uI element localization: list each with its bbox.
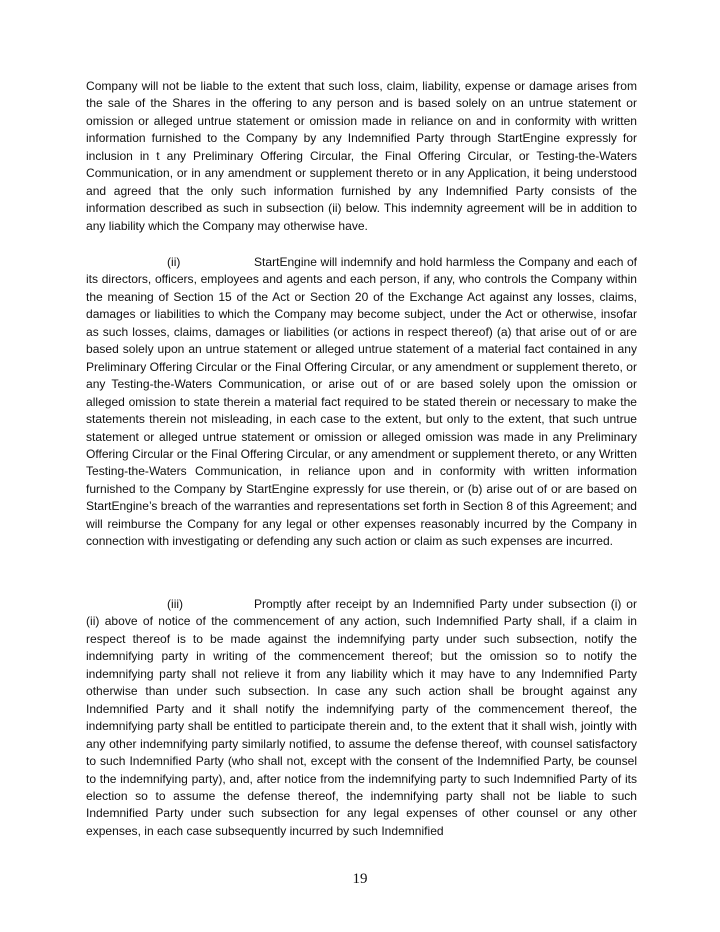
paragraph-continuation <box>86 78 637 235</box>
paragraph-1-text: Company will not be liable to the extent that such loss, claim, liability, expense or damage arises from the sale of the Shares in the offering to any person and is based solely on an untrue statement or omission or alleged untrue statement or omission made in reliance on and in conformity with written information furnished to the Company by any Indemnified Party through StartEngine expressly for inclusion in t any Preliminary Offering Circular, the Final Offering Circular, or Testing-the-Waters Communication, or in any amendment or supplement thereto or in any Application, it being understood and agreed that the only such information furnished by any Indemnified Party consists of the information described as such in subsection (ii) below. This indemnity agreement will be in addition to any liability which the Company may otherwise have. <box>86 79 637 233</box>
paragraph-iii-number: (iii) <box>167 597 184 611</box>
paragraph-ii <box>86 254 637 551</box>
paragraph-ii-body <box>86 254 637 551</box>
paragraph-ii-text: StartEngine will indemnify and hold harmless the Company and each of its directors, officers, employees and agents and each person, if any, who controls the Company within the meaning of Section 15 of the Act or Section 20 of the Exchange Act against any losses, claims, damages or liabilities to which the Company may become subject, under the Act or otherwise, insofar as such losses, claims, damages or liabilities (or actions in respect thereof) (a) that arise out of or are based solely upon an untrue statement or alleged untrue statement of a material fact contained in any Preliminary Offering Circular or the Final Offering Circular, or any amendment or supplement thereto, or any Testing-the-Waters Communication, or arise out of or are based solely upon the omission or alleged omission to state therein a material fact required to be stated therein or necessary to make the statements therein not misleading, in each case to the extent, but only to the extent, that such untrue statement or alleged untrue statement or omission or alleged omission was made in any Preliminary Offering Circular or the Final Offering Circular, or any amendment or supplement thereto, or any Written Testing-the-Waters Communication, in reliance upon and in conformity with written information furnished to the Company by StartEngine expressly for use therein, or (b) arise out of or are based on StartEngine’s breach of the warranties and representations set forth in Section 8 of this Agreement; and will reimburse the Company for any legal or other expenses reasonably incurred by the Company in connection with investigating or defending any such action or claim as such expenses are incurred. <box>86 255 637 549</box>
paragraph-iii-text: Promptly after receipt by an Indemnified Party under subsection (i) or (ii) above of notice of the commencement of any action, such Indemnified Party shall, if a claim in respect thereof is to be made against the indemnifying party under such subsection, notify the indemnifying party in writing of the commencement thereof; but the omission so to notify the indemnifying party shall not relieve it from any liability which it may have to any Indemnified Party otherwise than under such subsection. In case any such action shall be brought against any Indemnified Party and it shall notify the indemnifying party of the commencement thereof, the indemnifying party shall be entitled to participate therein and, to the extent that it shall wish, jointly with any other indemnifying party similarly notified, to assume the defense thereof, with counsel satisfactory to such Indemnified Party (who shall not, except with the consent of the Indemnified Party, be counsel to the indemnifying party), and, after notice from the indemnifying party to such Indemnified Party of its election so to assume the defense thereof, the indemnifying party shall not be liable to such Indemnified Party under such subsection for any legal expenses of other counsel or any other expenses, in each case subsequently incurred by such Indemnified <box>86 597 637 838</box>
page-number: 19 <box>352 871 368 887</box>
paragraph-iii <box>86 596 637 840</box>
paragraph-ii-number: (ii) <box>167 255 181 269</box>
paragraph-iii-body <box>86 596 637 840</box>
